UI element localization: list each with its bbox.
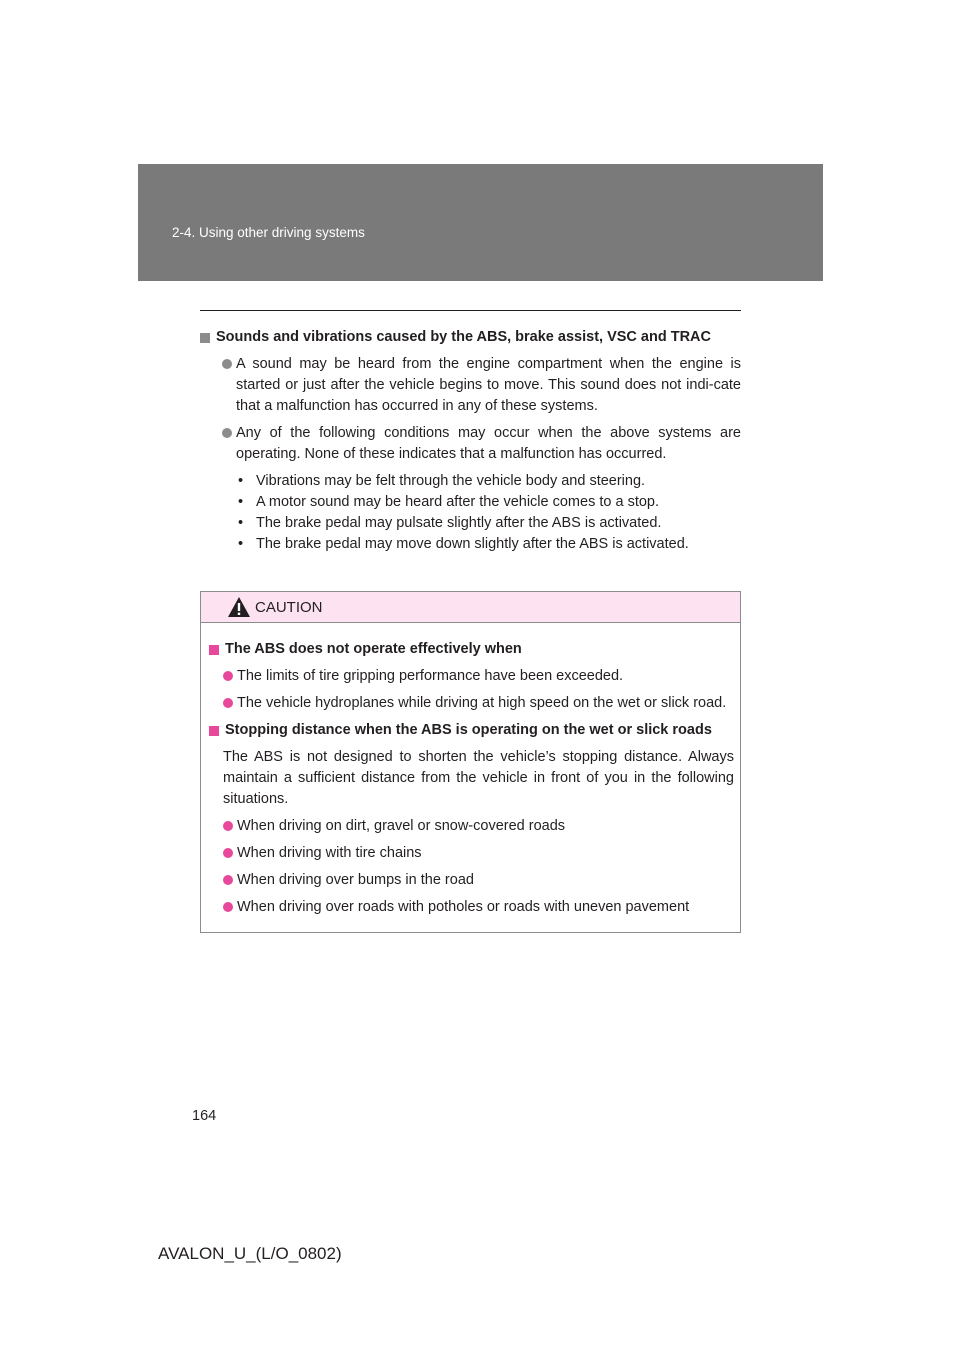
list-item: The limits of tire gripping performance have been exceeded. (223, 666, 734, 687)
sounds-heading: Sounds and vibrations caused by the ABS, brake assist, VSC and TRAC (200, 327, 741, 348)
sounds-section (200, 327, 741, 555)
list-item: A sound may be heard from the engine compartment when the engine is started or just after the vehicle begins to move. This sound does not indi-cate that a malfunction has occurred in any of these systems. (222, 354, 741, 417)
page-number: 164 (192, 1108, 217, 1124)
square-bullet-icon (200, 333, 210, 343)
circle-bullet-icon (223, 848, 233, 858)
dot-marker: • (238, 515, 244, 531)
dot-marker: • (238, 494, 244, 510)
caution-body (201, 623, 740, 918)
conditions-list (238, 471, 741, 555)
list-item: When driving over bumps in the road (223, 870, 734, 891)
list-item: • A motor sound may be heard after the vehicle comes to a stop. (238, 492, 741, 513)
list-item: • Vibrations may be felt through the vehicle body and steering. (238, 471, 741, 492)
caution-heading: The ABS does not operate effectively when (209, 639, 734, 660)
footer-code: AVALON_U_(L/O_0802) (158, 1244, 342, 1263)
dot-marker: • (238, 473, 244, 489)
list-item: When driving on dirt, gravel or snow-covered roads (223, 816, 734, 837)
list-item: Any of the following conditions may occur when the above systems are operating. None of these indicates that a malfunction has occurred. (222, 423, 741, 465)
caution-header (201, 592, 740, 623)
caution-heading: Stopping distance when the ABS is operating on the wet or slick roads (209, 720, 734, 741)
list-item: When driving with tire chains (223, 843, 734, 864)
circle-bullet-icon (222, 428, 232, 438)
header-band (138, 164, 823, 281)
list-item: When driving over roads with potholes or roads with uneven pavement (223, 897, 734, 918)
circle-bullet-icon (223, 671, 233, 681)
list-item: • The brake pedal may move down slightly after the ABS is activated. (238, 534, 741, 555)
section-title: 2-4. Using other driving systems (172, 225, 365, 240)
dot-marker: • (238, 536, 244, 552)
circle-bullet-icon (223, 902, 233, 912)
section-divider (200, 310, 741, 311)
caution-title: CAUTION (255, 598, 323, 616)
caution-paragraph: The ABS is not designed to shorten the vehicle’s stopping distance. Always maintain a sufficient distance from the vehicle in front of you in the following situations. (223, 749, 734, 807)
list-item: The vehicle hydroplanes while driving at high speed on the wet or slick road. (223, 693, 734, 714)
circle-bullet-icon (222, 359, 232, 369)
circle-bullet-icon (223, 698, 233, 708)
caution-box (200, 591, 741, 933)
circle-bullet-icon (223, 821, 233, 831)
list-item: • The brake pedal may pulsate slightly after the ABS is activated. (238, 513, 741, 534)
warning-triangle-icon (227, 596, 251, 618)
square-bullet-icon (209, 726, 219, 736)
square-bullet-icon (209, 645, 219, 655)
circle-bullet-icon (223, 875, 233, 885)
